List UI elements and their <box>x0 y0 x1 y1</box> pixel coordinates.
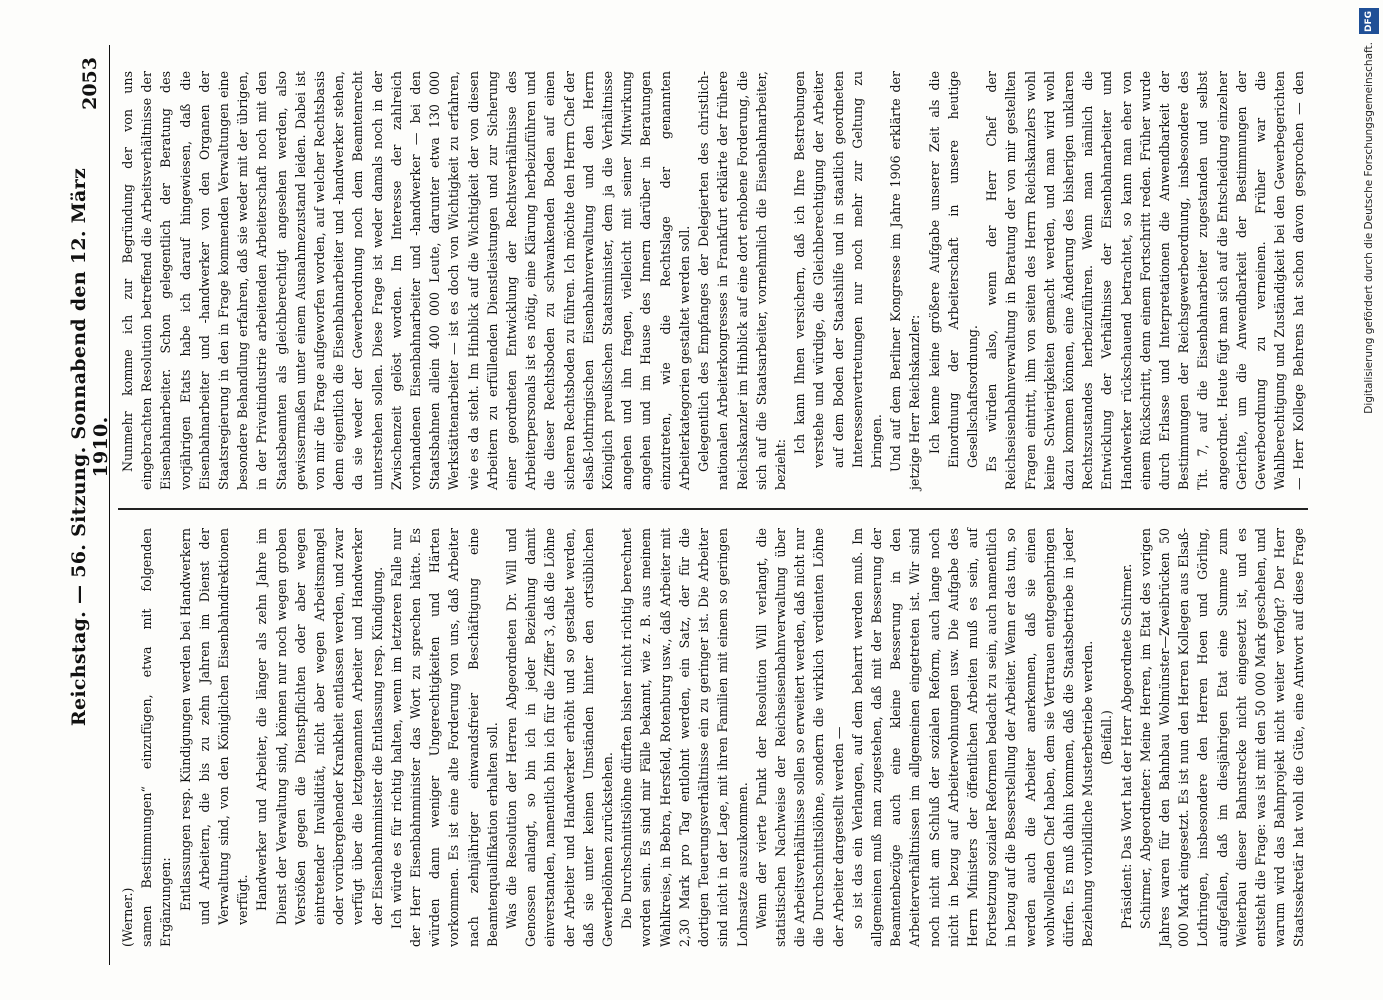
digitization-text: Digitalisierung gefördert durch die Deutsche Forschungsgemeinschaft. <box>1363 42 1375 414</box>
rotated-page <box>66 45 1316 965</box>
left-column-paragraph: Was die Resolution der Herren Abgeordneten Dr. Will und Genossen anlangt, so bin ich in jeder Beziehung damit einverstanden, namentlich bin ich für die Ziffer 3, daß die Löhne der Arbeiter und Handwerker erhöht und so gestaltet werden, daß sie unter keinen Umständen hinter den ortsüblichen Gewerbelöhnen zurückstehen. <box>504 528 616 947</box>
right-column-paragraph: Ich kann Ihnen versichern, daß ich Ihre Bestrebungen verstehe und würdige, die Gleichberechtigung der Arbeiter auf dem Boden der Staatshilfe und in staatlich geordneten Interessenvertretungen nur noch mehr zur Geltung zu bringen. <box>792 71 884 468</box>
left-column-paragraph: Schirmer, Abgeordneter: Meine Herren, im Etat des vorigen Jahres waren für den Bahnbau Wolmünster—Zweibrücken 50 000 Mark eingesetzt. Es ist nun den Herren Kollegen aus Elsaß-Lothringen, insbesondere den Herren Hoen und Görling, aufgefallen, daß im diesjährigen Etat eine Summe zum Weiterbau dieser Bahnstrecke nicht eingesetzt ist, und es entsteht die Frage: was ist mit den 50 000 Mark geschehen, und warum wird das Bahnprojekt nicht weiter verfolgt? Der Herr Staatssekretär hat wohl die Güte, eine Antwort auf diese Frage <box>1137 528 1307 947</box>
right-column-paragraph: Es würden also, wenn der Herr Chef der Reichseisenbahnverwaltung in Beratung der von mir gestellten Fragen eintritt, ihm von seiten des Herrn Reichskanzlers wohl keine Schwierigkeiten gemacht werden, und man wird wohl dazu kommen können, eine Änderung des bisherigen unklaren Rechtszustandes herbeizuführen. Wenn man nämlich die Entwicklung der Verhältnisse der Eisenbahnarbeiter und Handwerker rückschauend betrachtet, so kann man eher von einem Rückschritt, denn einem Fortschritt reden. Früher wurde durch Erlasse und Interpretationen die Anwendbarkeit der Bestimmungen der Reichsgewerbeordnung, insbesondere des Tit. 7, auf die Eisenbahnarbeiter zugestanden und selbst angeordnet. Heute fügt man sich auf die Entscheidung einzelner Gerichte, um die Anwendbarkeit der Bestimmungen der Gewerbeordnung zu verneinen. Früher war die Wahlberechtigung und Zuständigkeit bei den Gewerbegerichten — Herr Kollege Behrens hat schon davon gesprochen — den <box>984 71 1307 490</box>
left-column-paragraph: (Werner.) <box>120 887 135 947</box>
left-column <box>118 510 1308 965</box>
right-column-paragraph: Ich kenne keine größere Aufgabe unserer Zeit als die Einordnung der Arbeiterschaft in unsere heutige Gesellschaftsordnung. <box>926 71 980 468</box>
text-columns <box>118 45 1308 965</box>
left-column-paragraph: Die Durchschnittslöhne dürften bisher nicht richtig berechnet worden sein. Es sind mir Fälle bekannt, wie z. B. aus meinem Wahlkreise, in Bebra, Hersfeld, Rotenburg usw., daß Arbeiter mit 2,30 Mark pro Tag entlohnt werden, ein Satz, der für die dortigen Teuerungsverhältnisse ein zu geringer ist. Die Arbeiter sind nicht in der Lage, mit ihren Familien mit einem so geringen Lohnsatze auszukommen. <box>619 528 750 947</box>
left-column-paragraph: (Beifall.) <box>1099 710 1115 765</box>
left-column-paragraph: Ich würde es für richtig halten, wenn im letzteren Falle nur der Herr Eisenbahnminister das Wort zu sprechen hätte. Es würden dann weniger Ungerechtigkeiten und Härten vorkommen. Es ist eine alte Forderung von uns, daß Arbeiter nach zehnjähriger einwandsfreier Beschäftigung eine Beamtenqualifikation erhalten soll. <box>388 528 500 947</box>
right-column-paragraph: Und auf dem Berliner Kongresse im Jahre 1906 erklärte der jetzige Herr Reichskanzler: <box>888 71 923 490</box>
left-column-paragraph: Wenn der vierte Punkt der Resolution Will verlangt, die statistischen Nachweise der Reichseisenbahnverwaltung über die Arbeitsverhältnisse sollen so erweitert werden, daß nicht nur die Durchschnittslöhne, sondern die wirklich verdienten Löhne der Arbeiter dargestellt werden — <box>753 528 846 947</box>
left-column-paragraph: so ist das ein Verlangen, auf dem beharrt werden muß. Im allgemeinen muß man zugestehen, daß mit der Besserung der Beamtenbezüge auch eine kleine Besserung in den Arbeiterverhältnissen im allgemeinen eingetreten ist. Wir sind noch nicht am Schluß der sozialen Reform, auch lange noch nicht in bezug auf Arbeiterwohnungen usw. Die Aufgabe des Herrn Ministers der öffentlichen Arbeiten muß es sein, auf Fortsetzung sozialer Reformen bedacht zu sein, auch namentlich in bezug auf die Besserstellung der Arbeiter. Wenn er das tun, so werden auch die Arbeiter anerkennen, daß sie einen wohlwollenden Chef haben, dem sie Vertrauen entgegenbringen dürfen. Es muß dahin kommen, daß die Staatsbetriebe in jeder Beziehung vorbildliche Musterbetriebe werden. <box>849 528 1096 947</box>
left-column-paragraph: samen Bestimmungen“ einzufügen, etwa mit folgenden Ergänzungen: <box>139 528 174 947</box>
right-column <box>118 53 1308 508</box>
left-column-paragraph: Handwerker und Arbeiter, die länger als zehn Jahre im Dienst der Verwaltung sind, können nur noch wegen groben Verstößen gegen die Dienstpflichten oder aber wegen eintretender Invalidität, nicht aber wegen Arbeitsmangel oder vorübergehender Krankheit entlassen werden, und zwar verfügt über die letztgenannten Arbeiter und Handwerker der Eisenbahnminister die Entlassung resp. Kündigung. <box>254 528 385 925</box>
header-title: Reichstag. — 56. Sitzung. Sonnabend den 12. März 1910. <box>67 167 112 727</box>
page-header <box>67 45 112 965</box>
digitization-credit <box>1358 8 1380 992</box>
left-column-paragraph: Präsident: Das Wort hat der Herr Abgeordnete Schirmer. <box>1118 563 1134 929</box>
right-column-paragraph: Gelegentlich des Empfanges der Delegierten des christlich-nationalen Arbeiterkongresses in Frankfurt erklärte der frühere Reichskanzler im Hinblick auf eine dort erhobene Forderung, die sich auf die Staatsarbeiter, vornehmlich die Eisenbahnarbeiter, bezieht: <box>696 71 788 490</box>
page-number: 2053 <box>78 57 101 110</box>
dfg-logo: DFG <box>1359 8 1379 34</box>
left-column-paragraph: Entlassungen resp. Kündigungen werden bei Handwerkern und Arbeitern, die bis zu zehn Jahren im Dienst der Verwaltung sind, von den Königlichen Eisenbahndirektionen verfügt. <box>177 528 251 925</box>
page-content <box>66 45 1316 965</box>
right-column-paragraph: Nunmehr komme ich zur Begründung der von uns eingebrachten Resolution betreffend die Arbeitsverhältnisse der Eisenbahnarbeiter. Schon gelegentlich der Beratung des vorjährigen Etats habe ich darauf hingewiesen, daß die Eisenbahnarbeiter und -handwerker von den Organen der Staatsregierung in den in Frage kommenden Verwaltungen eine besondere Behandlung erfahren, daß sie weder mit der übrigen, in der Privatindustrie arbeitenden Arbeiterschaft noch mit den Staatsbeamten als gleichberechtigt angesehen werden, also gewissermaßen unter einem Ausnahmezustand leiden. Dabei ist von mir die Frage aufgeworfen worden, auf welcher Rechtsbasis denn eigentlich die Eisenbahnarbeiter und -handwerker stehen, da sie weder der Gewerbeordnung noch dem Beamtenrecht unterstehen sollen. Diese Frage ist weder damals noch in der Zwischenzeit gelöst worden. Im Interesse der zahlreich vorhandenen Eisenbahnarbeiter und -handwerker — bei den Staatsbahnen allein 400 000 Leute, darunter etwa 130 000 Werkstättenarbeiter — ist es doch von Wichtigkeit zu erfahren, wie es da steht. Im Hinblick auf die Wichtigkeit der von diesen Arbeitern zu erfüllenden Dienstleistungen und zur Sicherung einer geordneten Entwicklung der Rechtsverhältnisse des Arbeiterpersonals ist es nötig, eine Klärung herbeizuführen und die dieser Rechtsboden zu schwankenden Boden auf einen sicheren Rechtsboden zu führen. Ich möchte den Herrn Chef der elsaß-lothringischen Eisenbahnverwaltung und den Herrn Königlich preußischen Staatsminister, dem ja die Verhältnisse angehen und ihn fragen, vielleicht mit seiner Mitwirkung angehen und im Hause des Innern darüber in Beratungen einzutreten, wie die Rechtslage der genannten Arbeiterkategorien gestaltet werden soll. <box>120 71 692 490</box>
